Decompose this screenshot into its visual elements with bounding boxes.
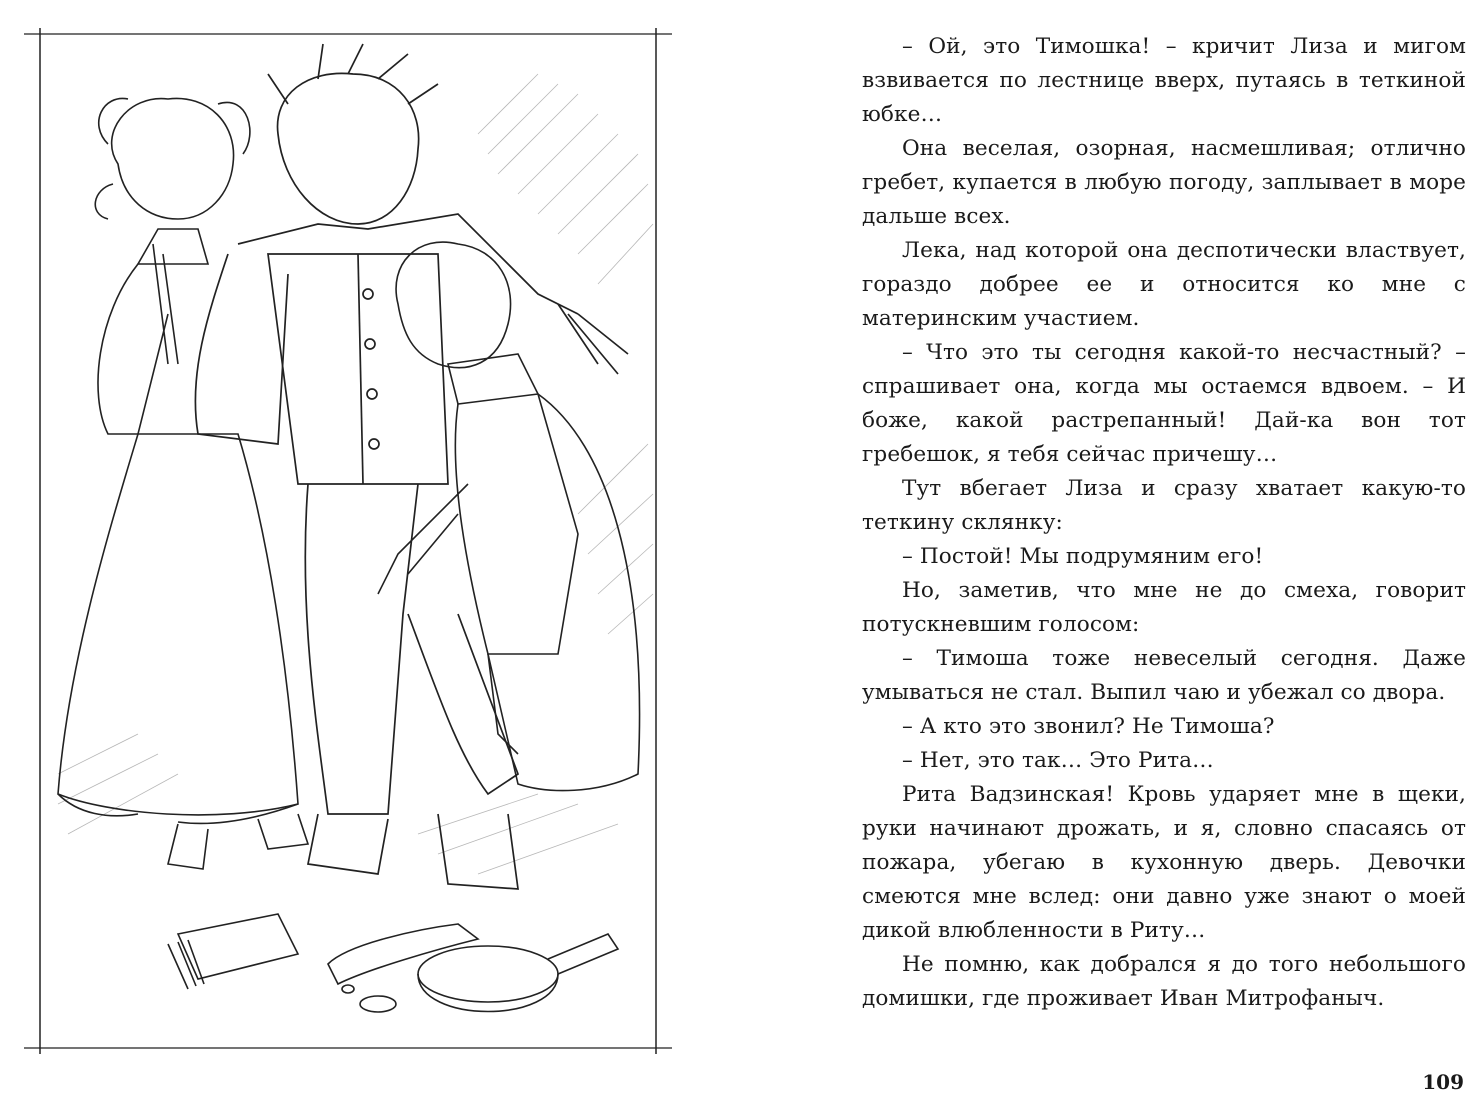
paragraph: Но, заметив, что мне не до смеха, говорит потускневшим голосом:	[862, 578, 1466, 637]
paragraph: Тут вбегает Лиза и сразу хватает какую-то теткину склянку:	[862, 476, 1466, 535]
paragraph: Лека, над которой она деспотически властвует, гораздо добрее ее и относится ко мне с материнским участием.	[862, 238, 1466, 331]
paragraph: – Постой! Мы подрумяним его!	[902, 544, 1264, 569]
paragraph: Рита Вадзинская! Кровь ударяет мне в щеки, руки начинают дрожать, и я, словно спасаясь от пожара, убегаю в кухонную дверь. Девочки смеются мне вслед: они давно уже знают о моей дикой влюбленности в Риту…	[862, 782, 1466, 943]
illustration	[18, 14, 678, 1076]
text-page	[862, 30, 1466, 1050]
paragraph: – Нет, это так… Это Рита…	[902, 748, 1214, 773]
paragraph: – Что это ты сегодня какой-то несчастный? – спрашивает она, когда мы остаемся вдвоем. – И боже, какой растрепанный! Дай-ка вон тот гребешок, я тебя сейчас причешу…	[862, 340, 1466, 467]
page-number: 109	[1422, 1070, 1464, 1094]
paragraph: Она веселая, озорная, насмешливая; отлично гребет, купается в любую погоду, заплывает в море дальше всех.	[862, 136, 1466, 229]
paragraph: – Тимоша тоже невеселый сегодня. Даже умываться не стал. Выпил чаю и убежал со двора.	[862, 646, 1466, 705]
paragraph: – А кто это звонил? Не Тимоша?	[902, 714, 1275, 739]
paragraph: – Ой, это Тимошка! – кричит Лиза и мигом взвивается по лестнице вверх, путаясь в теткиной юбке…	[862, 34, 1466, 127]
paragraph: Не помню, как добрался я до того небольшого домишки, где проживает Иван Митрофаныч.	[862, 952, 1466, 1011]
pen-ink-illustration-icon	[18, 14, 678, 1076]
